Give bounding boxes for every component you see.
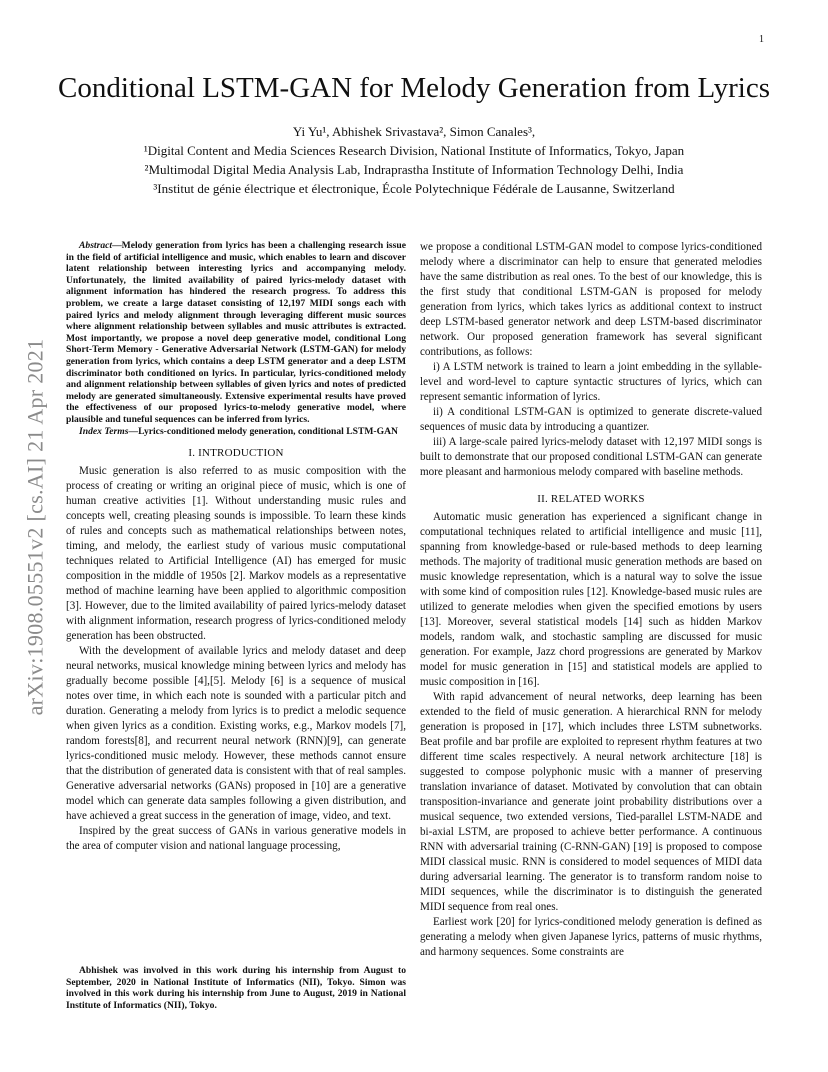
left-column [66, 240, 406, 854]
affiliation-2: ²Multimodal Digital Media Analysis Lab, Indraprastha Institute of Information Technology Delhi, India [144, 162, 684, 177]
intro-paragraph: With the development of available lyrics and melody dataset and deep neural networks, musical knowledge mining between lyrics and melody has gradually become possible [4],[5]. Melody [6] is a sequence of musical notes over time, in which each note is sounded with a particular pitch and duration. Generating a melody from lyrics is to predict a melodic sequence when given lyrics as a condition. Existing works, e.g., Markov models [7], random forests[8], and recurrent neural network (RNN)[9], can generate lyrics-conditioned music melody. However, these methods cannot ensure that the distribution of generated data is consistent with that of real samples. Generative adversarial networks (GANs) proposed in [10] are a generative model which can generate data samples following a given distribution, and have achieved a great success in the generation of image, video, and text. [66, 645, 406, 823]
index-terms-text: —Lyrics-conditioned melody generation, conditional LSTM-GAN [128, 425, 398, 437]
right-column [420, 240, 762, 960]
footnote: Abhishek was involved in this work during his internship from August to September, 2020 in National Institute of Informatics (NII), Tokyo. Simon was involved in this work during his internship from June to August, 2019 in National Institute of Informatics (NII), Tokyo. [66, 965, 406, 1011]
abstract-text: —Melody generation from lyrics has been a challenging research issue in the field of artificial intelligence and music, which enables to learn and discover latent relationship between interesting lyrics and accompanying melody. Unfortunately, the limited availability of paired lyrics-melody dataset with alignment information has hindered the research progress. To address this problem, we create a large dataset consisting of 12,197 MIDI songs each with paired lyrics and melody alignment through leveraging different music sources where alignment relationship between syllables and music attributes is extracted. Most importantly, we propose a novel deep generative model, conditional Long Short-Term Memory - Generative Adversarial Network (LSTM-GAN) for melody generation from lyrics, which contains a deep LSTM generator and a deep LSTM discriminator both conditioned on lyrics. In particular, lyrics-conditioned melody and alignment relationship between syllables of given lyrics and notes of predicted melody are generated simultaneously. Extensive experimental results have proved the effectiveness of our proposed lyrics-to-melody generative model, where plausible and tuneful sequences can be inferred from lyrics. [66, 240, 406, 425]
affiliation-3: ³Institut de génie électrique et électronique, École Polytechnique Fédérale de Lausanne, Switzerland [153, 181, 675, 196]
author-block [0, 122, 828, 198]
related-paragraph: Earliest work [20] for lyrics-conditioned melody generation is defined as generating a melody when given Japanese lyrics, patterns of music rhythms, and harmony sequences. Some constraints are [420, 916, 762, 958]
section-heading-introduction: I. INTRODUCTION [188, 447, 284, 460]
arxiv-stamp: arXiv:1908.05551v2 [cs.AI] 21 Apr 2021 [22, 338, 48, 716]
contribution-item: iii) A large-scale paired lyrics-melody dataset with 12,197 MIDI songs is built to demonstrate that our proposed conditional LSTM-GAN can generate more pleasant and harmonious melody compared with baseline methods. [420, 436, 762, 478]
arxiv-stamp-container [8, 294, 62, 760]
contribution-item: i) A LSTM network is trained to learn a joint embedding in the syllable-level and word-level to capture syntactic structures of lyrics, which can represent semantic information of lyrics. [420, 361, 762, 403]
intro-paragraph: Music generation is also referred to as music composition with the process of creating or writing an original piece of music, which is one of human creative activities [1]. Without understanding music rules and concepts well, creating pleasing sounds is impossible. To learn these kinds of rules and concepts such as mathematical relationships between notes, timing, and melody, the earliest study of various music computational techniques related to Artificial Intelligence (AI) has emerged for music composition in the middle of 1950s [2]. Markov models as a representative method of machine learning have been applied to algorithmic composition [3]. However, due to the limited availability of paired lyrics-melody dataset with alignment information, research progress of lyrics-conditioned melody generation has been obstructed. [66, 465, 406, 643]
index-terms [66, 426, 406, 438]
related-paragraph: With rapid advancement of neural networks, deep learning has been extended to the field of music generation. A hierarchical RNN for melody generation is proposed in [17], which includes three LSTM subnetworks. Beat profile and bar profile are exploited to represent rhythm features at two different time scales respectively. A neural network architecture [18] is suggested to compose polyphonic music with a manner of preserving translation invariance of dataset. Motivated by convolution that can obtain transposition-invariance and generate joint probability distributions over a musical sequence, two extended versions, Tied-parallel LSTM-NADE and bi-axial LSTM, are proposed to achieve better performance. A continuous RNN with adversarial training (C-RNN-GAN) [19] is proposed to compose MIDI classical music. RNN is considered to model sequences of MIDI data during adversarial learning. The generator is to transform random noise to MIDI sequences, while the discriminator is to distinguish the generated MIDI sequence from real ones. [420, 691, 762, 913]
contribution-list [420, 360, 762, 480]
section-heading-related-works: II. RELATED WORKS [537, 493, 645, 505]
paper-title: Conditional LSTM-GAN for Melody Generation from Lyrics [58, 72, 770, 104]
index-terms-label: Index Terms [79, 425, 129, 437]
page-number: 1 [759, 34, 764, 45]
intro-paragraph: Inspired by the great success of GANs in various generative models in the area of computer vision and national language processing, [66, 825, 406, 853]
author-names: Yi Yu¹, Abhishek Srivastava², Simon Canales³, [292, 124, 536, 139]
affiliation-1: ¹Digital Content and Media Sciences Research Division, National Institute of Informatics, Tokyo, Japan [143, 143, 685, 158]
related-paragraph: Automatic music generation has experienced a significant change in computational techniques related to artificial intelligence and music [11], spanning from knowledge-based or rule-based methods to deep learning methods. The majority of traditional music generation methods are based on music knowledge representation, which is a natural way to solve the issue with some kind of composition rules [12]. Knowledge-based music rules are utilized to generate melodies when given the specified emotions by users [13]. Moreover, several statistical models [14] such as hidden Markov models, random walk, and stochastic sampling are discussed for music generation. For example, Jazz chord progressions are generated by Markov model for music generation in [15] and statistical models are applied to music composition in [16]. [420, 511, 762, 688]
contribution-item: ii) A conditional LSTM-GAN is optimized to generate discrete-valued sequences of music data by introducing a quantizer. [420, 406, 762, 433]
abstract [66, 240, 406, 426]
abstract-label: Abstract [79, 240, 113, 251]
intro-continuation: we propose a conditional LSTM-GAN model to compose lyrics-conditioned melody where a discriminator can help to ensure that generated melodies have the same distribution as real ones. To the best of our knowledge, this is the first study that conditional LSTM-GAN is proposed for melody generation from lyrics, which takes lyrics as additional context to instruct deep LSTM-based generator network and deep LSTM-based discriminator network. Our proposed generation framework has several significant contributions, as follows: [420, 241, 762, 358]
